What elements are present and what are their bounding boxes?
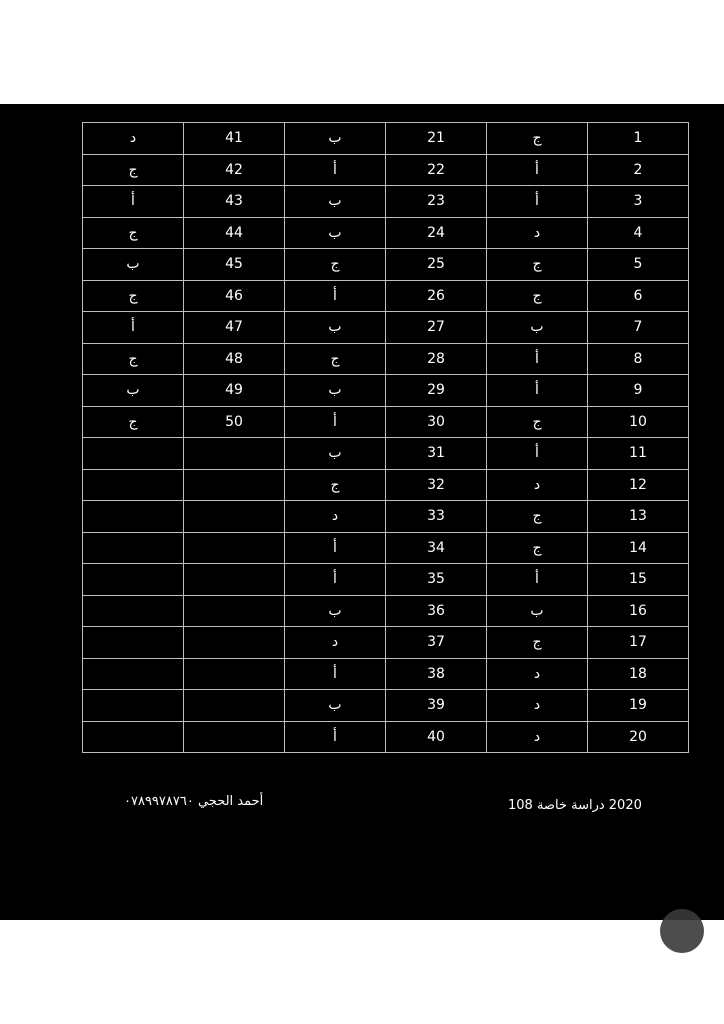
answer-cell: ج bbox=[487, 249, 588, 281]
document-page bbox=[0, 104, 724, 920]
question-number-cell: 43 bbox=[184, 186, 285, 218]
question-number-cell: 4 bbox=[588, 217, 689, 249]
question-number-cell: 41 bbox=[184, 123, 285, 155]
table-row bbox=[83, 186, 689, 218]
question-number-cell: 17 bbox=[588, 627, 689, 659]
question-number-cell: 31 bbox=[386, 438, 487, 470]
answer-cell: ب bbox=[285, 595, 386, 627]
answer-cell: أ bbox=[487, 343, 588, 375]
question-number-cell: 46 bbox=[184, 280, 285, 312]
question-number-cell: 5 bbox=[588, 249, 689, 281]
question-number-cell: 49 bbox=[184, 375, 285, 407]
answer-cell: أ bbox=[83, 312, 184, 344]
question-number-cell: 26 bbox=[386, 280, 487, 312]
table-row bbox=[83, 406, 689, 438]
question-number-cell bbox=[184, 721, 285, 753]
answer-cell: ج bbox=[487, 280, 588, 312]
answer-cell bbox=[83, 690, 184, 722]
answer-cell: ج bbox=[83, 217, 184, 249]
answer-cell: ب bbox=[285, 186, 386, 218]
document-title: 2020 دراسة خاصة 108 bbox=[508, 798, 642, 813]
answer-cell: أ bbox=[487, 375, 588, 407]
answer-cell: ج bbox=[285, 343, 386, 375]
question-number-cell: 32 bbox=[386, 469, 487, 501]
answer-cell bbox=[83, 658, 184, 690]
answer-cell: ب bbox=[285, 375, 386, 407]
question-number-cell bbox=[184, 595, 285, 627]
answer-cell: د bbox=[285, 627, 386, 659]
answer-cell bbox=[83, 438, 184, 470]
question-number-cell: 16 bbox=[588, 595, 689, 627]
table-row bbox=[83, 312, 689, 344]
answer-cell: د bbox=[487, 469, 588, 501]
question-number-cell: 44 bbox=[184, 217, 285, 249]
question-number-cell: 15 bbox=[588, 564, 689, 596]
answer-cell: أ bbox=[285, 564, 386, 596]
question-number-cell: 3 bbox=[588, 186, 689, 218]
question-number-cell: 28 bbox=[386, 343, 487, 375]
question-number-cell: 24 bbox=[386, 217, 487, 249]
question-number-cell bbox=[184, 564, 285, 596]
answer-cell bbox=[83, 721, 184, 753]
answer-cell: ج bbox=[285, 249, 386, 281]
answer-cell bbox=[83, 469, 184, 501]
question-number-cell: 14 bbox=[588, 532, 689, 564]
answer-cell: ج bbox=[83, 154, 184, 186]
table-row bbox=[83, 217, 689, 249]
answer-cell: أ bbox=[285, 658, 386, 690]
question-number-cell: 48 bbox=[184, 343, 285, 375]
question-number-cell: 2 bbox=[588, 154, 689, 186]
table-row bbox=[83, 343, 689, 375]
answer-cell: د bbox=[285, 501, 386, 533]
answer-cell: ج bbox=[83, 406, 184, 438]
scroll-button[interactable] bbox=[660, 909, 704, 953]
question-number-cell: 40 bbox=[386, 721, 487, 753]
question-number-cell bbox=[184, 501, 285, 533]
answer-cell: أ bbox=[285, 154, 386, 186]
answer-key-table bbox=[82, 122, 689, 753]
question-number-cell: 37 bbox=[386, 627, 487, 659]
answer-key-body bbox=[83, 123, 689, 753]
question-number-cell: 25 bbox=[386, 249, 487, 281]
question-number-cell: 19 bbox=[588, 690, 689, 722]
question-number-cell bbox=[184, 658, 285, 690]
question-number-cell: 20 bbox=[588, 721, 689, 753]
answer-cell: ج bbox=[487, 406, 588, 438]
table-row bbox=[83, 532, 689, 564]
answer-cell: أ bbox=[285, 406, 386, 438]
table-row bbox=[83, 469, 689, 501]
answer-cell: ج bbox=[487, 532, 588, 564]
answer-cell bbox=[83, 501, 184, 533]
question-number-cell: 1 bbox=[588, 123, 689, 155]
question-number-cell: 38 bbox=[386, 658, 487, 690]
answer-cell: د bbox=[83, 123, 184, 155]
question-number-cell bbox=[184, 469, 285, 501]
answer-cell: أ bbox=[285, 532, 386, 564]
table-row bbox=[83, 438, 689, 470]
answer-cell: أ bbox=[487, 564, 588, 596]
question-number-cell bbox=[184, 532, 285, 564]
question-number-cell: 22 bbox=[386, 154, 487, 186]
question-number-cell: 18 bbox=[588, 658, 689, 690]
answer-cell: ب bbox=[285, 312, 386, 344]
table-row bbox=[83, 123, 689, 155]
table-row bbox=[83, 501, 689, 533]
answer-cell: ج bbox=[487, 627, 588, 659]
answer-cell: أ bbox=[83, 186, 184, 218]
author-credit: أحمد الحجي ٠٧٨٩٩٧٨٧٦٠ bbox=[124, 794, 264, 809]
question-number-cell: 6 bbox=[588, 280, 689, 312]
question-number-cell: 9 bbox=[588, 375, 689, 407]
answer-cell: أ bbox=[487, 438, 588, 470]
question-number-cell: 34 bbox=[386, 532, 487, 564]
answer-cell: ج bbox=[83, 280, 184, 312]
answer-cell: ج bbox=[487, 123, 588, 155]
answer-cell: ب bbox=[83, 249, 184, 281]
question-number-cell: 13 bbox=[588, 501, 689, 533]
answer-cell: أ bbox=[487, 154, 588, 186]
question-number-cell: 30 bbox=[386, 406, 487, 438]
table-row bbox=[83, 721, 689, 753]
answer-cell: د bbox=[487, 217, 588, 249]
answer-cell bbox=[83, 564, 184, 596]
answer-cell bbox=[83, 627, 184, 659]
question-number-cell: 33 bbox=[386, 501, 487, 533]
question-number-cell bbox=[184, 627, 285, 659]
question-number-cell: 42 bbox=[184, 154, 285, 186]
answer-cell: ب bbox=[83, 375, 184, 407]
question-number-cell: 12 bbox=[588, 469, 689, 501]
answer-cell: أ bbox=[487, 186, 588, 218]
question-number-cell: 21 bbox=[386, 123, 487, 155]
question-number-cell: 27 bbox=[386, 312, 487, 344]
table-row bbox=[83, 375, 689, 407]
question-number-cell: 23 bbox=[386, 186, 487, 218]
question-number-cell: 10 bbox=[588, 406, 689, 438]
answer-cell: أ bbox=[285, 721, 386, 753]
answer-cell: د bbox=[487, 658, 588, 690]
table-row bbox=[83, 280, 689, 312]
answer-cell: ج bbox=[285, 469, 386, 501]
answer-cell: د bbox=[487, 690, 588, 722]
question-number-cell: 35 bbox=[386, 564, 487, 596]
table-row bbox=[83, 154, 689, 186]
answer-cell: ب bbox=[487, 595, 588, 627]
question-number-cell: 36 bbox=[386, 595, 487, 627]
table-row bbox=[83, 595, 689, 627]
table-row bbox=[83, 658, 689, 690]
answer-cell: ب bbox=[285, 438, 386, 470]
answer-cell bbox=[83, 595, 184, 627]
answer-cell: ج bbox=[83, 343, 184, 375]
question-number-cell: 8 bbox=[588, 343, 689, 375]
answer-cell: ب bbox=[285, 217, 386, 249]
table-row bbox=[83, 690, 689, 722]
answer-cell: أ bbox=[285, 280, 386, 312]
question-number-cell bbox=[184, 690, 285, 722]
question-number-cell: 29 bbox=[386, 375, 487, 407]
question-number-cell bbox=[184, 438, 285, 470]
question-number-cell: 50 bbox=[184, 406, 285, 438]
table-row bbox=[83, 627, 689, 659]
question-number-cell: 39 bbox=[386, 690, 487, 722]
question-number-cell: 47 bbox=[184, 312, 285, 344]
table-row bbox=[83, 249, 689, 281]
answer-cell bbox=[83, 532, 184, 564]
question-number-cell: 45 bbox=[184, 249, 285, 281]
table-row bbox=[83, 564, 689, 596]
answer-cell: د bbox=[487, 721, 588, 753]
question-number-cell: 11 bbox=[588, 438, 689, 470]
answer-cell: ب bbox=[285, 123, 386, 155]
answer-cell: ب bbox=[285, 690, 386, 722]
answer-cell: ب bbox=[487, 312, 588, 344]
question-number-cell: 7 bbox=[588, 312, 689, 344]
answer-cell: ج bbox=[487, 501, 588, 533]
